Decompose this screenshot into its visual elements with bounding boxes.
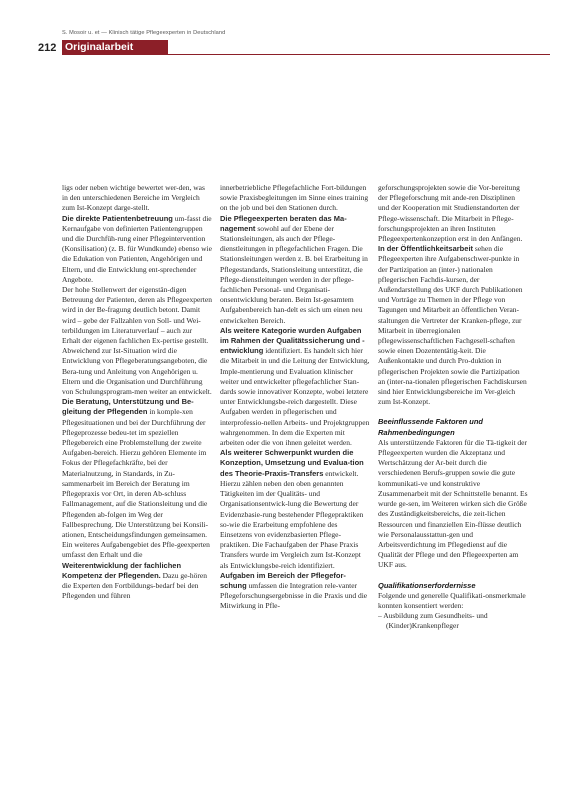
paragraph-text: identifiziert. Es handelt sich hier die Mitarbeit in und die Leitung der Entwicklung, Imple-mentierung und Evaluation klinischer weiter und entwickelter pflegefachlicher Stan-dards sowie innovativer Konzepte, wobei letztere unter Entwicklungsbe-reich dargestellt. Diese Aufgaben werden in pflegerischen und interprofessio-nellen Arbeits- und Projektgruppen wahrgenommen. In dem die Experten mit arbeiten oder die von ihnen geleitet werden. [220,346,370,448]
body-paragraph [62,183,212,214]
header-rule [62,54,550,55]
body-paragraph [62,214,212,285]
paragraph-lead: Aufgaben im Bereich der Pflegefor-schung [220,570,346,590]
paragraph-lead: Weiterentwicklung der fachlichen Kompetenz der Pflegenden. [62,560,182,580]
text-column-2 [220,183,370,793]
body-paragraph [220,571,370,612]
subsection-heading: Beeinflussende Faktoren und Rahmenbedingungen [378,417,484,437]
paragraph-text: in komple-xen Pflegesituationen und bei der Durchführung der Pflegeprozesse bedeu-tet im speziellen Pflegebereich eine Problemstellung der zweite Aufgaben-bereich. Hierzu gehören Elemente im Fokus der Pflegefachkräfte, bei der Materialnutzung, in Standards, in Zu-sammenarbeit im Bereich der Beratung im Pflegepraxis vor Ort, in deren Ab-schluss Fallmanagement, auf die Stationsleitung und die Pflegenden ab-folgen im Weg der Fallbesprechung. Die Unterstützung bei Konsili-ationen, Entscheidungsfindungen gemeinsamen. [62,407,209,539]
paragraph-lead: Als weiterer Schwerpunkt wurden die Konzeption, Umsetzung und Evalua-tion des Theorie-Praxis-Transfers [220,448,364,478]
subsection-heading: Qualifikationserfordernisse [378,580,476,590]
text-column-3 [378,183,528,793]
paragraph-text: um-fasst die Kernaufgabe von definierten Patientengruppen und die Durchfüh-rung einer Pflegeintervention (Konsilisation) (z. B. für Wundkunde) ebenso wie die Edukation von Patienten, Angehörigen und Eltern, und die Entwicklung ent-sprechender Angebote. [62,213,212,284]
subsection [378,581,528,632]
body-paragraph [378,244,528,407]
paragraph-text: geforschungsprojekten sowie die Vor-bereitung der Pflegeforschung mit ande-ren Disziplinen und der Kooperation mit Studienstandorten der Pflege-wissenschaft. Die Mitarbeit in Pflege-forschungsprojekten an ihren Instituten Pflegeexpertenkonzeption erst in den Anfängen. [378,183,523,244]
body-paragraph [220,448,370,570]
body-paragraph [220,214,370,326]
body-paragraph [62,561,212,602]
body-paragraph [62,540,212,560]
paragraph-lead: Die direkte Patientenbetreuung [62,213,173,223]
subsection-text: Als unterstützende Faktoren für die Tä-tigkeit der Pflegeexperten wurden die Akzeptanz und Wertschätzung der Ar-beit durch die verschiedenen Berufs-gruppen sowie die gute kommunikati-ve und konstruktive Zusammenarbeit mit der Schnittstelle benannt. Es wurde ge-sen, im Weiteren wirken sich die Größe des Zuständigkeitsbereichs, die zeit-lichen Ressourcen und finanziellen Ein-flüsse deutlich wie Personalausstattun-gen und Arbeitsverdichtung im Pflegedienst auf die Qualität der Pflege und den Pflegeexperten am UKF aus. [378,437,528,570]
paragraph-text: Der hohe Stellenwert der eigenstän-digen Betreuung der Patienten, deren als Pflegeexperten wird in der Be-fragung deutlich betont. Damit wird – gebe der Fallzahlen von Soll- und Wei-terbildungen im Literaturverlauf – auch zur Erhalt der eigenen fachlichen Ex-pertise gestellt. Abweichend zur Ist-Situation wird die Entwicklung von Pflegeberatungsangeboten, die Bera-tung und Anleitung von Angehörigen u. Eltern und die Organisation und Durchführung von Schulungsprogram-men weiter an entwickelt. [62,285,212,397]
section-tag: Originalarbeit [62,40,168,54]
text-column-1 [62,183,212,793]
body-paragraph [220,183,370,214]
paragraph-lead: In der Öffentlichkeitsarbeit [378,244,474,254]
paragraph-lead: Die Pflegeexperten beraten das Ma-nagement [220,213,347,233]
page-number: 212 [38,42,57,54]
paragraph-text: Dazu ge-hören die Experten den Fortbildungs-bedarf bei den Pflegenden und führen [62,570,207,601]
paragraph-text: entwickelt. Hierzu zählen neben den oben genannten Tätigkeiten im der Qualitäts- und Organisationsentwick-lung die Bewertung der Evidenzbasie-rung bestehender Pflegepraktiken so-wie die Erarbeitung empfohlene des Einsetzens von evidenzbasierten Pflege-praktiken. Die Fachaufgaben der Phase Praxis Transfers wurde im Vergleich zum Ist-Konzept als Entwicklungsbe-reich identifiziert. [220,468,364,570]
bullet-item: – Ausbildung zum Gesundheits- und (Kinder)Krankenpfleger [378,611,488,631]
paragraph-lead: Die Beratung, Unterstützung und Be-gleitung der Pflegenden [62,397,194,417]
paragraph-text: umfassen die Integration rele-vanter Pflegeforschungsergebnisse in die Praxis und die Mitwirkung in Pfle- [220,580,368,611]
running-head: S. Mosoir u. et — Klinisch tätige Pflegeexperten in Deutschland [62,30,226,36]
body-paragraph [62,285,212,397]
paragraph-text: sowohl auf der Ebene der Stationsleitungen, als auch der Pflege-dienstleitungen in pflegefachlichen Fragen. Die Stationsleitungen werden z. B. bei Erarbeitung in Pflegestandards, Stationsleitung unterstützt, die Pflege-dienstleitungen werden in der pflege-fachlichen Personal- und Organisati-onsentwicklung beraten. Beim Ist-gesamtem Aufgabenbereich han-delt es sich um einen neu entwickelten Bereich. [220,223,368,325]
subsection [378,417,528,570]
body-paragraph [62,397,212,540]
paragraph-lead: Als weitere Kategorie wurden Aufgaben im Rahmen der Qualitätssicherung und -entwicklung [220,325,365,356]
paragraph-text: Ein weiteres Aufgabengebiet des Pfle-geexperten umfasst den Erhalt und die [62,540,210,560]
paragraph-text: innerbetriebliche Pflegefachliche Fort-bildungen sowie Praxisbegleitungen im Sinne eines training on the job und bei den Stationen durch. [220,183,369,213]
body-paragraph [378,183,528,244]
subsection-text: Folgende und generelle Qualifikati-onsmerkmale konnten konsentiert werden: [378,590,526,610]
paragraph-text: ligs oder neben wichtige bewertet wer-den, was in den unterschiedenen Bereiche im Vergleich zum Ist-Konzept darge-stellt. [62,183,205,213]
paragraph-text: sehen die Pflegeexperten ihre Aufgabenschwer-punkte in der Partizipation an (inter-) nationalen pflegerischen Fachdis-kursen, der Außendarstellung des UKF durch Publikationen und Vorträge zu Themen in der Pflege von Tagungen und Mitarbeit an öffentlichen Veran-staltungen die Vertreter der Kranken-pflege, zur Mitarbeit in überregionalen pflegewissenschaftlichen Fachgesell-schaften sowie einen Dozententätig-keit. Die Außenkontakte und durch Pro-duktion in pflegerischen Projekten sowie die Partizipation an (inter-na-tionalen pflegerischen Fachdiskursen sind hier Entwicklungsbereiche im Ver-gleich zum Ist-Konzept. [378,244,527,407]
body-paragraph [220,326,370,448]
